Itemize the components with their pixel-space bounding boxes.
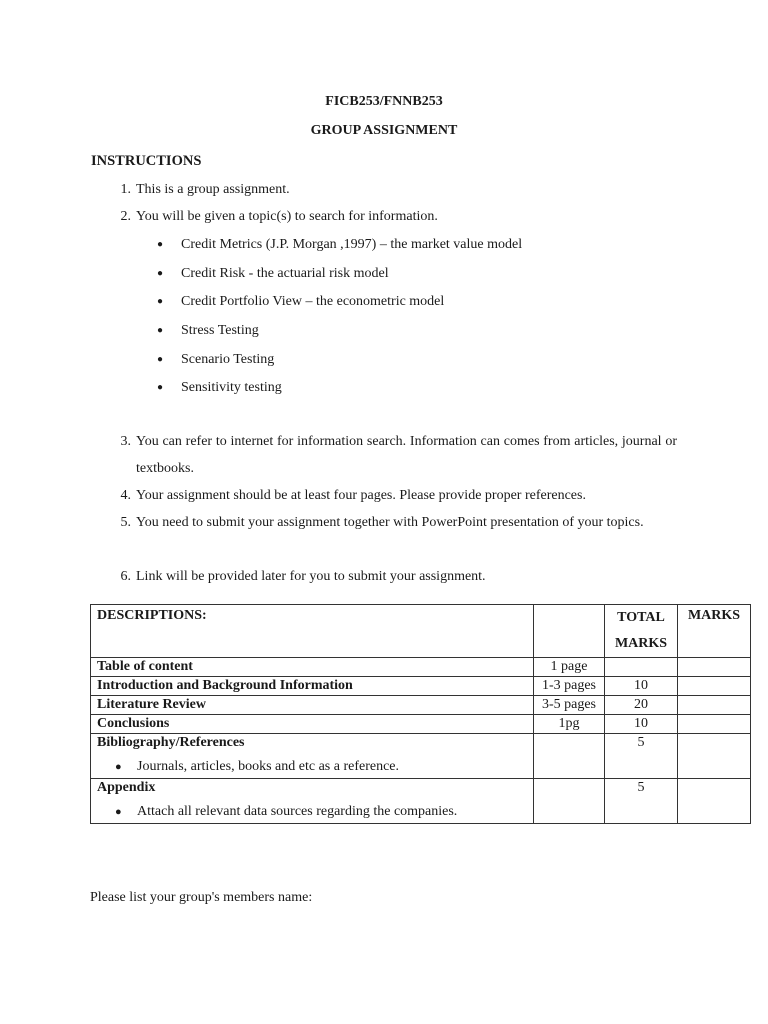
bullet-icon: ● <box>115 761 122 773</box>
row-sub-item <box>97 758 527 776</box>
instruction-item-6 <box>113 563 677 590</box>
item-number: 2. <box>120 209 131 224</box>
item-text: You will be given a topic(s) to search for information. <box>136 209 438 224</box>
topic-text: Credit Portfolio View – the econometric model <box>181 294 445 309</box>
row-pages: 3-5 pages <box>534 696 605 715</box>
table-row <box>91 715 751 734</box>
course-code: FICB253/FNNB253 <box>325 94 443 109</box>
topic-text: Credit Risk - the actuarial risk model <box>181 266 389 281</box>
topic-item <box>157 235 522 255</box>
topic-item <box>157 264 389 284</box>
row-marks <box>678 779 751 824</box>
item-number: 4. <box>120 488 131 503</box>
table-header-row <box>91 605 751 658</box>
item-text: Your assignment should be at least four pages. Please provide proper references. <box>136 488 586 503</box>
table-row <box>91 734 751 779</box>
row-sub-text: Attach all relevant data sources regarding the companies. <box>137 804 458 819</box>
header-total-label: TOTAL <box>617 610 665 625</box>
row-description: Conclusions <box>91 715 534 734</box>
row-total: 5 <box>605 734 678 779</box>
row-pages: 1 page <box>534 658 605 677</box>
row-total <box>605 658 678 677</box>
topic-text: Stress Testing <box>181 323 259 338</box>
row-marks <box>678 677 751 696</box>
topic-text: Sensitivity testing <box>181 380 282 395</box>
row-pages <box>534 734 605 779</box>
instruction-item-5 <box>113 509 677 536</box>
topic-item <box>157 321 259 341</box>
row-pages: 1pg <box>534 715 605 734</box>
row-sub-item <box>97 803 527 821</box>
item-number: 1. <box>120 182 131 197</box>
row-total: 5 <box>605 779 678 824</box>
row-marks <box>678 734 751 779</box>
item-number: 3. <box>120 434 131 449</box>
item-text: This is a group assignment. <box>136 182 290 197</box>
row-sub-text: Journals, articles, books and etc as a reference. <box>137 759 399 774</box>
topic-text: Scenario Testing <box>181 352 275 367</box>
table-row <box>91 677 751 696</box>
item-number: 6. <box>120 569 131 584</box>
topic-item <box>157 292 444 312</box>
instruction-item-4 <box>113 482 677 509</box>
row-marks <box>678 658 751 677</box>
bullet-icon: ● <box>157 296 164 307</box>
topic-item <box>157 350 274 370</box>
instruction-item-3 <box>113 428 677 482</box>
header-descriptions: DESCRIPTIONS: <box>91 605 534 658</box>
item-text: You need to submit your assignment together with PowerPoint presentation of your topics. <box>136 515 644 530</box>
marks-table <box>90 604 751 824</box>
row-total: 20 <box>605 696 678 715</box>
item-text: Link will be provided later for you to submit your assignment. <box>136 569 486 584</box>
table-row <box>91 696 751 715</box>
header-marks-label: MARKS <box>614 636 668 651</box>
header-marks: MARKS <box>678 605 751 658</box>
row-total: 10 <box>605 677 678 696</box>
row-pages <box>534 779 605 824</box>
header-pages <box>534 605 605 658</box>
row-description: Bibliography/References <box>97 735 245 750</box>
row-description-cell <box>91 779 534 824</box>
bullet-icon: ● <box>157 239 164 250</box>
row-description: Appendix <box>97 780 156 795</box>
row-description: Table of content <box>91 658 534 677</box>
instructions-heading: INSTRUCTIONS <box>91 153 202 169</box>
members-prompt: Please list your group's members name: <box>90 890 313 905</box>
bullet-icon: ● <box>157 325 164 336</box>
header-total-marks <box>605 605 678 658</box>
instruction-item-2 <box>113 203 677 230</box>
row-marks <box>678 715 751 734</box>
bullet-icon: ● <box>157 382 164 393</box>
topic-text: Credit Metrics (J.P. Morgan ,1997) – the market value model <box>181 237 523 252</box>
row-description-cell <box>91 734 534 779</box>
row-marks <box>678 696 751 715</box>
row-description: Literature Review <box>91 696 534 715</box>
bullet-icon: ● <box>157 268 164 279</box>
row-total: 10 <box>605 715 678 734</box>
topic-item <box>157 378 282 398</box>
bullet-icon: ● <box>115 806 122 818</box>
row-pages: 1-3 pages <box>534 677 605 696</box>
table-row <box>91 658 751 677</box>
bullet-icon: ● <box>157 354 164 365</box>
document-title: GROUP ASSIGNMENT <box>310 123 458 138</box>
table-row <box>91 779 751 824</box>
instruction-item-1 <box>113 176 677 203</box>
item-text: You can refer to internet for information search. Information can comes from articles, journal or textbooks. <box>136 434 677 476</box>
item-number: 5. <box>120 515 131 530</box>
row-description: Introduction and Background Information <box>91 677 534 696</box>
